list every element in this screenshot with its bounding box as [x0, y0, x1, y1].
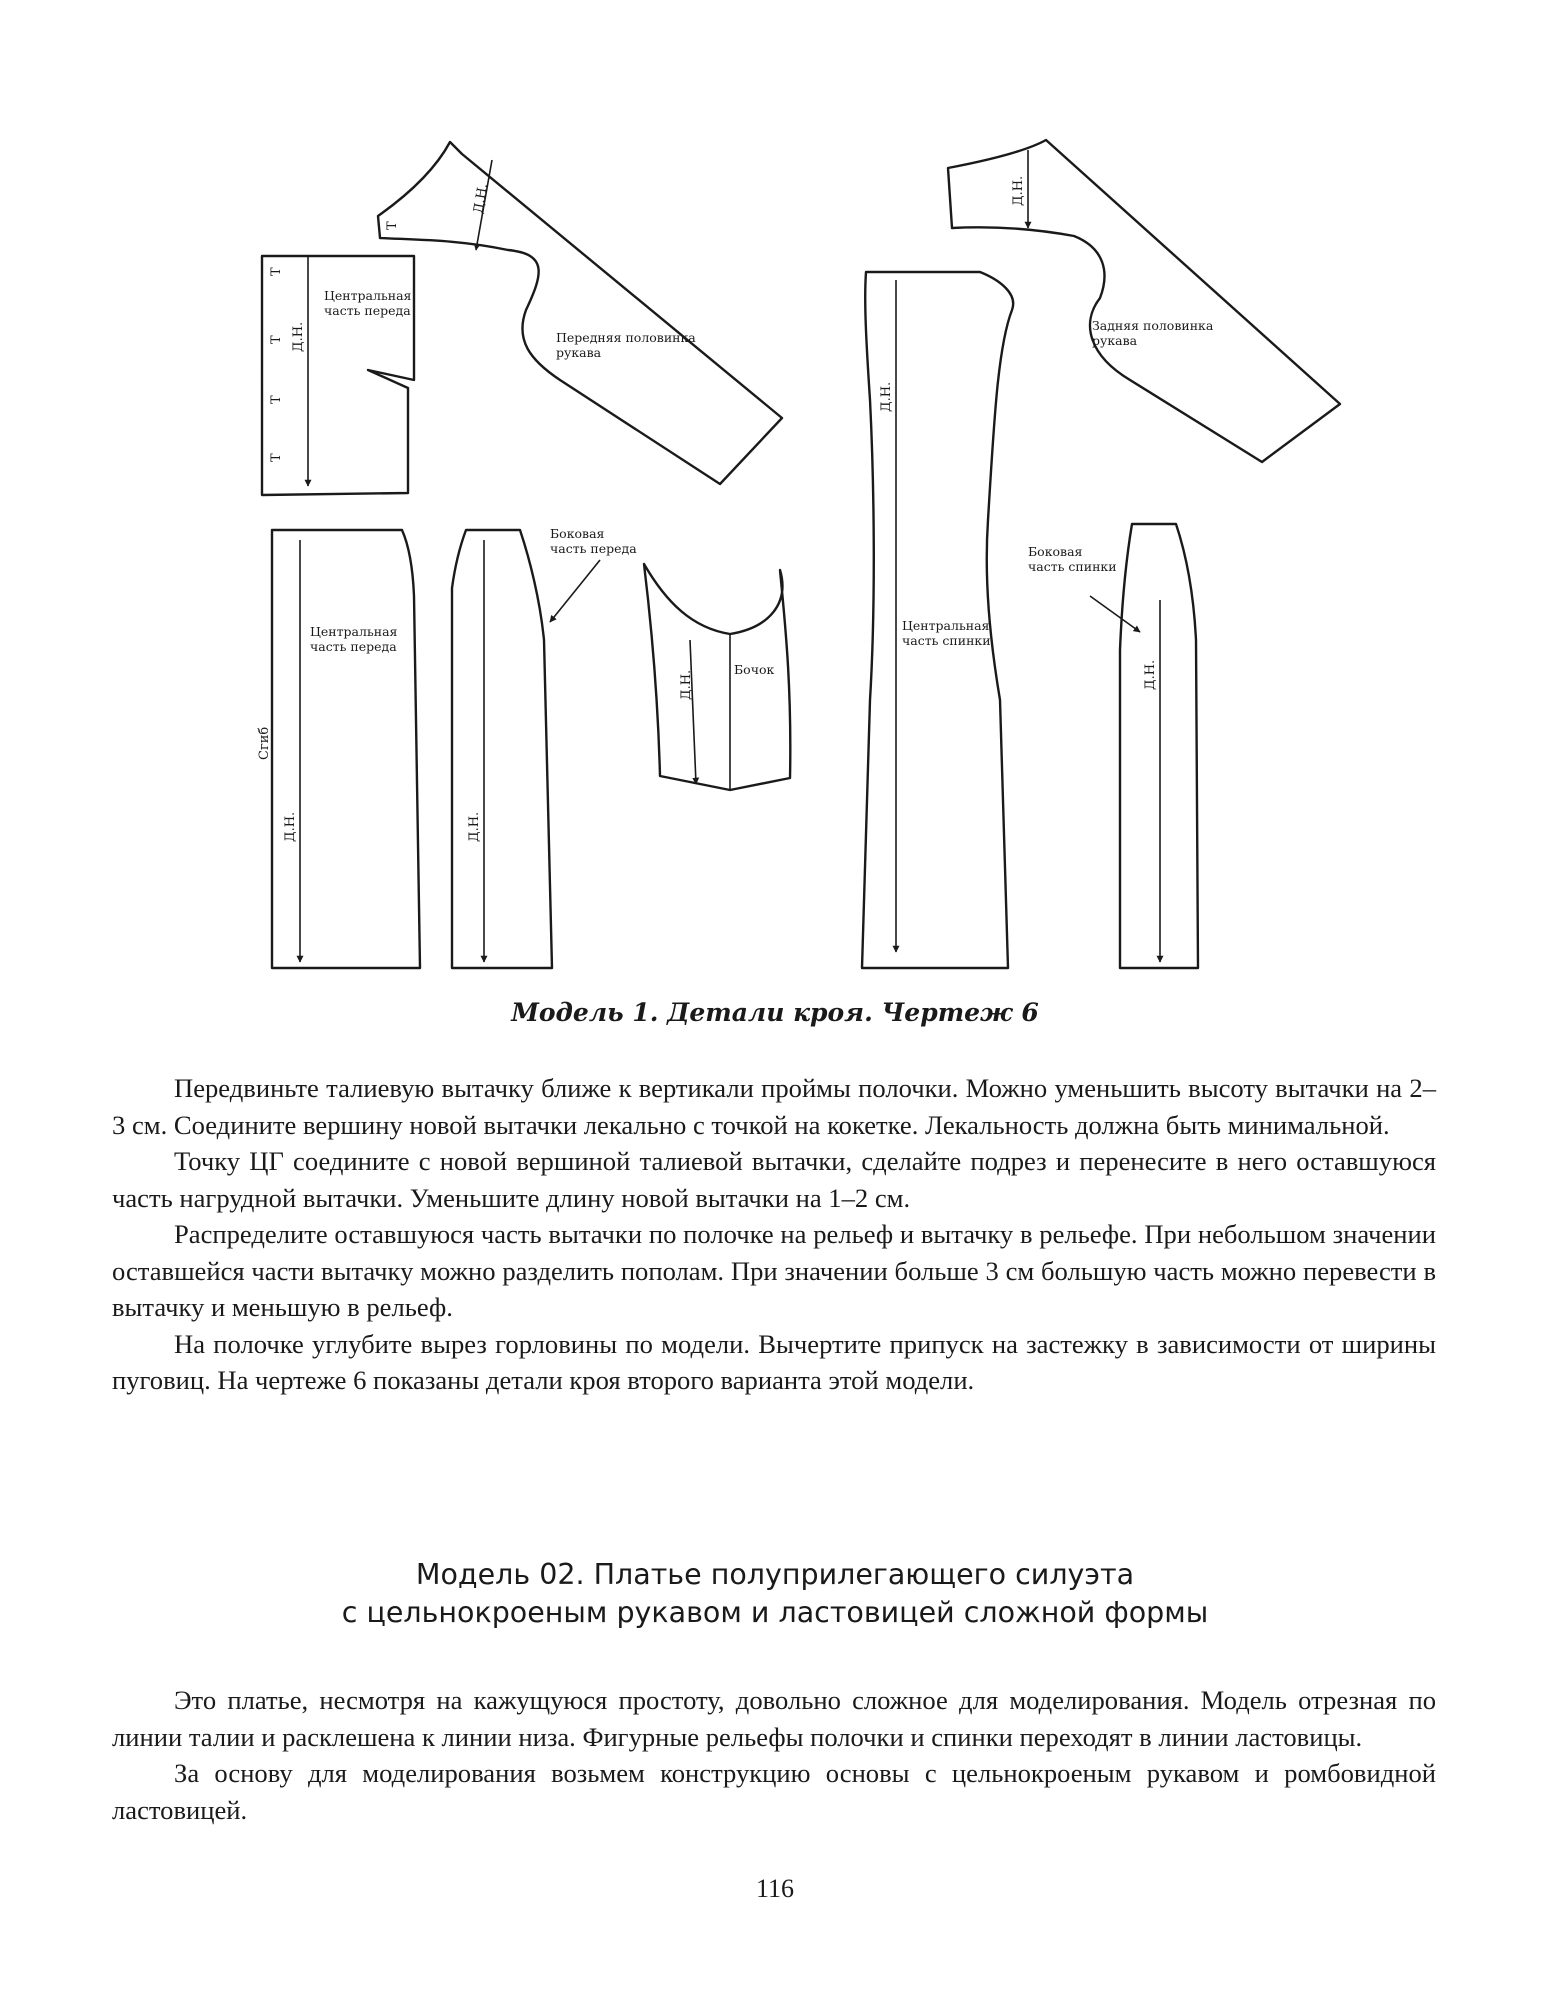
label-sleeve-front-line2: рукава [556, 345, 602, 360]
grain-mark: Д.Н. [291, 321, 306, 352]
notch-mark: Т [269, 335, 284, 344]
paragraph: Передвиньте талиевую вытачку ближе к вертикали проймы полочки. Можно уменьшить высоту вытачки на 2–3 см. Соедините вершину новой вытачки лекально с точкой на кокетке. Лекальность должна быть минимальной. [112, 1073, 1436, 1140]
label-sleeve-back-line2: рукава [1092, 333, 1138, 348]
paragraph: Точку ЦГ соедините с новой вершиной талиевой вытачки, сделайте подрез и перенесите в него оставшуюся часть нагрудной вытачки. Уменьшите длину новой вытачки на 1–2 см. [112, 1146, 1436, 1213]
paragraph: За основу для моделирования возьмем конструкцию основы с цельнокроеным рукавом и ромбовидной ластовицей. [112, 1758, 1436, 1825]
fold-mark: Сгиб [257, 726, 272, 760]
label-side-back-line1: Боковая [1028, 544, 1083, 559]
grain-mark: Д.Н. [1011, 175, 1026, 206]
label-central-front-2-line2: часть переда [310, 639, 397, 654]
piece-sleeve-front [378, 142, 782, 484]
notch-mark: Т [269, 395, 284, 404]
label-central-back-line1: Центральная [902, 618, 990, 633]
label-side-panel: Бочок [734, 662, 775, 677]
label-central-front-1-line1: Центральная [324, 288, 412, 303]
piece-central-front-skirt [257, 530, 420, 968]
label-central-front-2-line1: Центральная [310, 624, 398, 639]
paragraph: Это платье, несмотря на кажущуюся простоту, довольно сложное для моделирования. Модель отрезная по линии талии и расклешена к линии низа. Фигурные рельефы полочки и спинки переходят в линии ластовицы. [112, 1685, 1436, 1752]
piece-side-panel [644, 564, 790, 790]
grain-mark: Д.Н. [879, 381, 894, 412]
label-side-front-line2: часть переда [550, 541, 637, 556]
piece-central-front-bodice [262, 256, 414, 495]
figure-caption: Модель 1. Детали кроя. Чертеж 6 [511, 998, 1039, 1027]
notch-mark: Т [385, 221, 400, 230]
paragraph: Распределите оставшуюся часть вытачки по полочке на рельеф и вытачку в рельефе. При небольшом значении оставшейся части вытачку можно разделить пополам. При значении больше 3 см большую часть можно перевести в вытачку и меньшую в рельеф. [112, 1219, 1436, 1322]
grain-mark: Д.Н. [283, 811, 298, 842]
paragraph: На полочке углубите вырез горловины по модели. Вычертите припуск на застежку в зависимости от ширины пуговиц. На чертеже 6 показаны детали кроя второго варианта этой модели. [112, 1328, 1436, 1395]
piece-side-front [452, 526, 637, 968]
piece-sleeve-back [948, 140, 1340, 462]
grain-mark: Д.Н. [679, 669, 694, 700]
piece-side-back [1028, 524, 1198, 968]
label-central-back-line2: часть спинки [902, 633, 991, 648]
piece-central-back [862, 272, 1013, 968]
heading-line-1: Модель 02. Платье полуприлегающего силуэта [415, 1558, 1135, 1591]
label-sleeve-front-line1: Передняя половинка [556, 330, 696, 345]
label-side-front-line1: Боковая [550, 526, 605, 541]
pattern-drawing [0, 0, 1550, 1000]
heading-line-2: с цельнокроеным рукавом и ластовицей сложной формы [341, 1596, 1209, 1629]
grain-mark: Д.Н. [471, 182, 492, 215]
section-heading [0, 1556, 1550, 1632]
label-central-front-1-line2: часть переда [324, 303, 411, 318]
label-side-back-line2: часть спинки [1028, 559, 1117, 574]
label-sleeve-back-line1: Задняя половинка [1092, 318, 1214, 333]
grain-mark: Д.Н. [1143, 659, 1158, 690]
text-section-2 [112, 1682, 1436, 1828]
grain-mark: Д.Н. [467, 811, 482, 842]
text-section-1 [112, 1070, 1436, 1399]
page-number: 116 [755, 1874, 795, 1903]
notch-mark: Т [269, 267, 284, 276]
notch-mark: Т [269, 453, 284, 462]
